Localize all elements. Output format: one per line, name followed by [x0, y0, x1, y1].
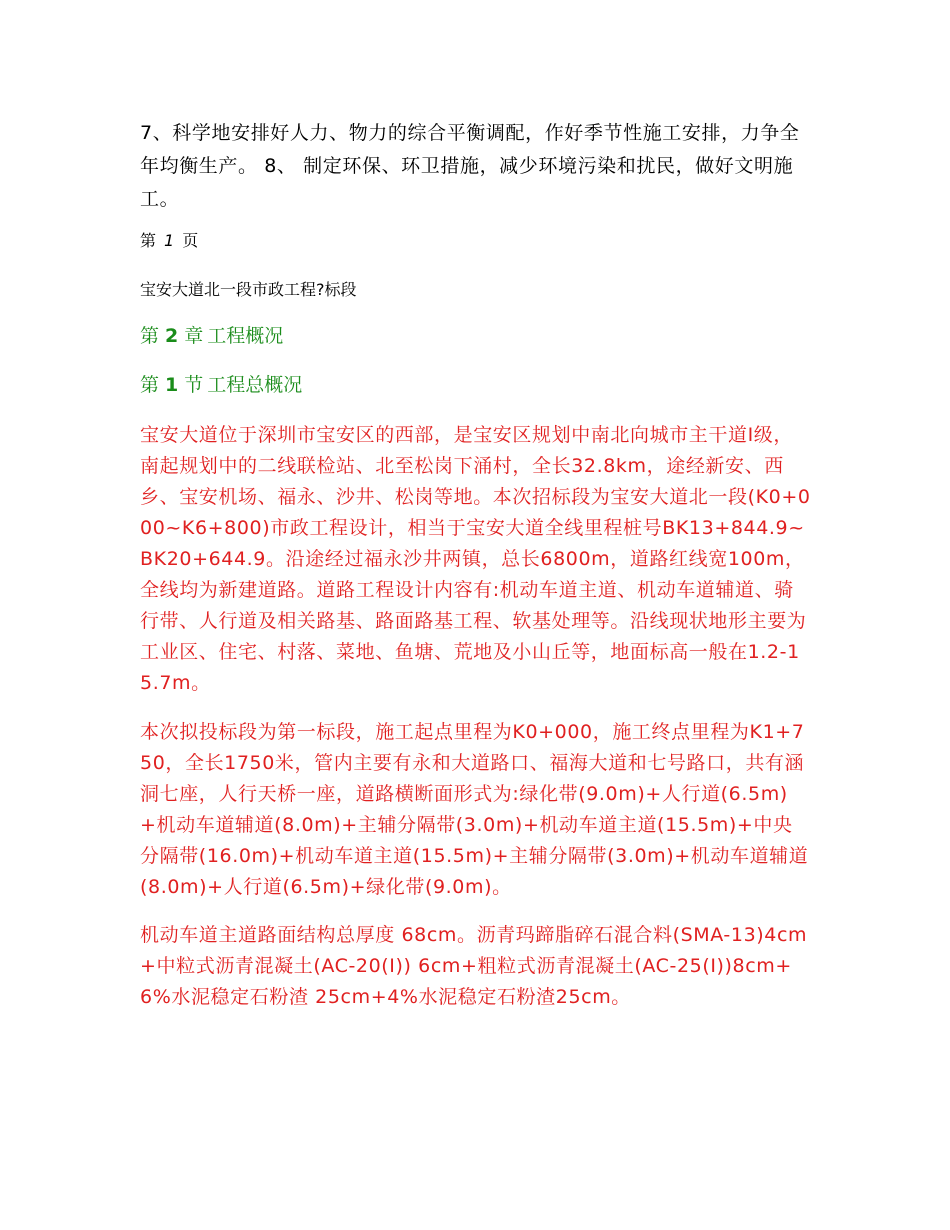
running-header: 宝安大道北一段市政工程?标段 [140, 280, 357, 299]
page-number-value: 1 [164, 231, 175, 250]
section-number: 1 [165, 374, 179, 396]
chapter-number: 2 [165, 325, 179, 347]
page-number-suffix: 页 [182, 231, 199, 250]
section-heading [140, 371, 302, 399]
section-suffix: 节 [184, 374, 204, 396]
pavement-structure-paragraph: 机动车道主道路面结构总厚度 68cm。沥青玛蹄脂碎石混合料(SMA-13)4cm+中粒式沥青混凝土(AC-20(I)) 6cm+粗粒式沥青混凝土(AC-25(I))8cm+6%水泥稳定石粉渣 25cm+4%水泥稳定石粉渣25cm。 [140, 924, 808, 1008]
page-number-prefix: 第 [140, 231, 157, 250]
page-number [140, 229, 198, 253]
section-title: 工程总概况 [207, 374, 303, 396]
overview-paragraph: 宝安大道位于深圳市宝安区的西部，是宝安区规划中南北向城市主干道I级，南起规划中的二线联检站、北至松岗下涌村，全长32.8km，途经新安、西乡、宝安机场、福永、沙井、松岗等地。本次招标段为宝安大道北一段(K0+000~K6+800)市政工程设计，相当于宝安大道全线里程桩号BK13+844.9~BK20+644.9。沿途经过福永沙井两镇，总长6800m，道路红线宽100m，全线均为新建道路。道路工程设计内容有:机动车道主道、机动车道辅道、骑行带、人行道及相关路基、路面路基工程、软基处理等。沿线现状地形主要为工业区、住宅、村落、菜地、鱼塘、荒地及小山丘等，地面标高一般在1.2-15.7m。 [140, 424, 811, 694]
chapter-heading [140, 322, 283, 350]
bid-section-paragraph: 本次拟投标段为第一标段，施工起点里程为K0+000，施工终点里程为K1+750，全长1750米，管内主要有永和大道路口、福海大道和七号路口，共有涵洞七座，人行天桥一座，道路横断面形式为:绿化带(9.0m)+人行道(6.5m)+机动车道辅道(8.0m)+主辅分隔带(3.0m)+机动车道主道(15.5m)+中央分隔带(16.0m)+机动车道主道(15.5m)+主辅分隔带(3.0m)+机动车道辅道(8.0m)+人行道(6.5m)+绿化带(9.0m)。 [140, 721, 809, 898]
chapter-title: 工程概况 [207, 325, 284, 347]
section-prefix: 第 [140, 374, 160, 396]
intro-paragraph: 7、科学地安排好人力、物力的综合平衡调配，作好季节性施工安排，力争全年均衡生产。 8、 制定环保、环卫措施，减少环境污染和扰民，做好文明施工。 [140, 122, 800, 210]
chapter-prefix: 第 [140, 325, 160, 347]
chapter-suffix: 章 [184, 325, 204, 347]
